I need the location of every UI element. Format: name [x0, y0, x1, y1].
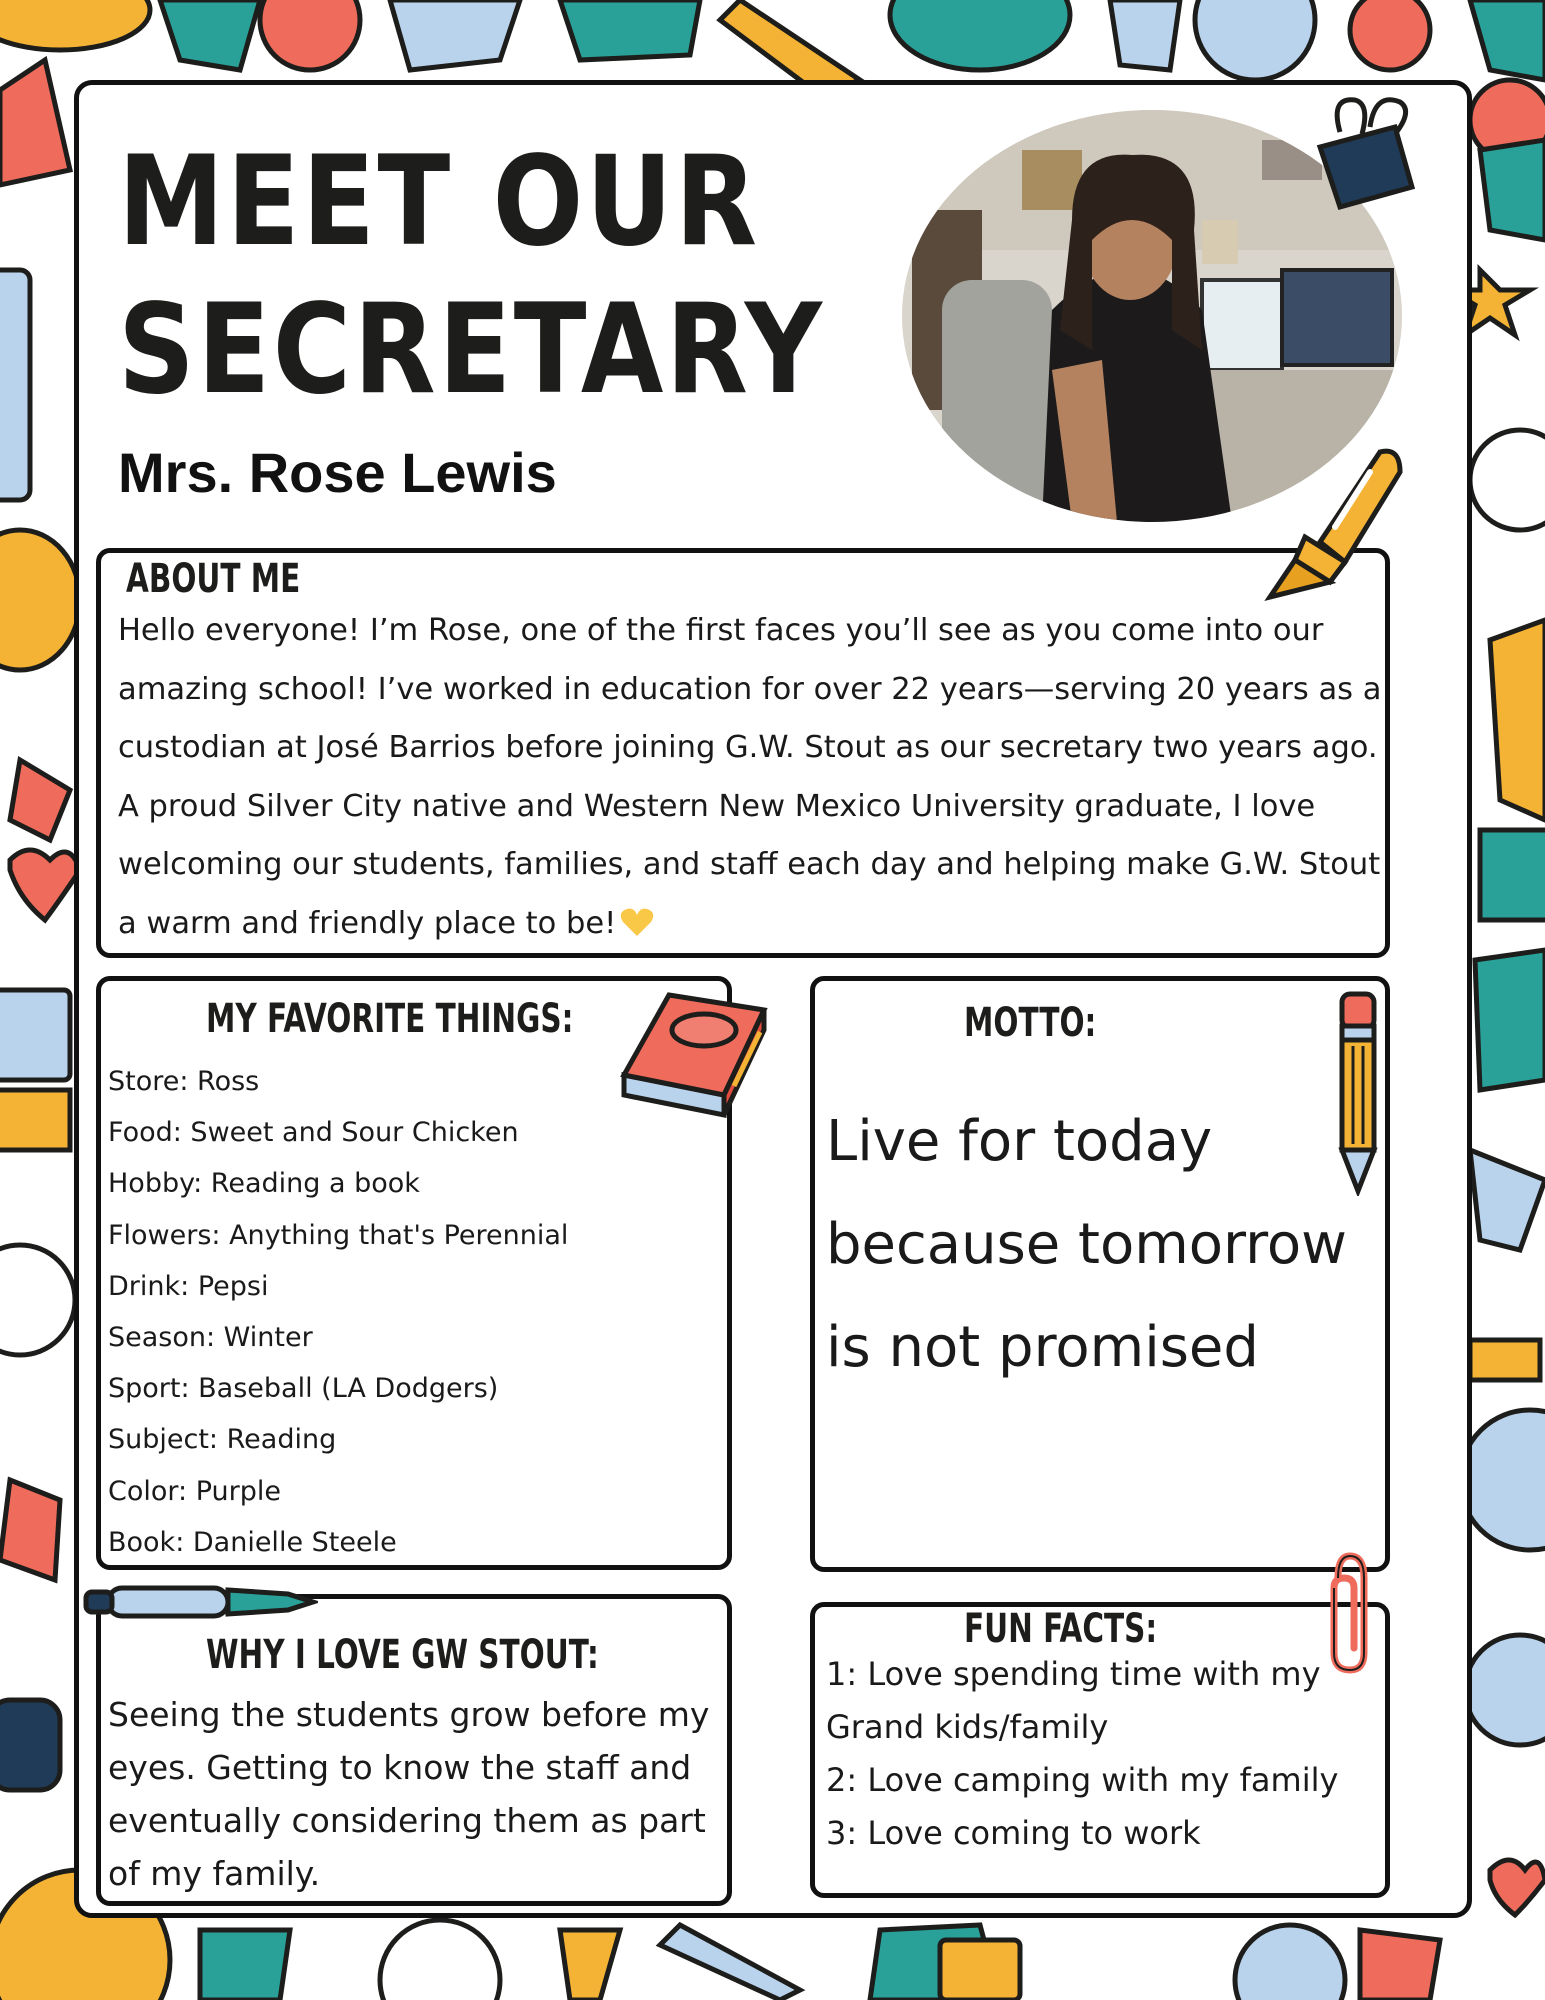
list-item: Sport: Baseball (LA Dodgers)	[108, 1373, 499, 1405]
about-me-heading: ABOUT ME	[126, 556, 301, 602]
list-item: Store: Ross	[108, 1066, 260, 1097]
page-title: MEET OUR SECRETARY	[118, 130, 825, 422]
list-item: Book: Danielle Steele	[108, 1526, 397, 1558]
list-item: 3: Love coming to work	[826, 1814, 1201, 1852]
fun-facts-heading: FUN FACTS:	[964, 1606, 1158, 1652]
list-item: Drink: Pepsi	[108, 1270, 269, 1302]
list-item: 2: Love camping with my family	[826, 1761, 1339, 1799]
paperclip-icon	[1318, 1548, 1378, 1678]
fun-facts-list	[826, 1648, 1386, 1860]
list-item: Grand kids/family	[826, 1708, 1109, 1746]
list-item: Flowers: Anything that's Perennial	[108, 1219, 569, 1251]
pencil-icon	[1330, 986, 1386, 1196]
book-icon	[614, 980, 774, 1120]
list-item: Food: Sweet and Sour Chicken	[108, 1117, 519, 1149]
list-item: Hobby: Reading a book	[108, 1168, 420, 1200]
pen-icon	[78, 1578, 318, 1628]
motto-heading: MOTTO:	[964, 1000, 1097, 1046]
highlighter-icon	[1250, 432, 1410, 602]
favorite-things-heading: MY FAVORITE THINGS:	[206, 996, 574, 1042]
about-me-text: Hello everyone! I’m Rose, one of the first faces you’ll see as you come into our amazing school! I’ve worked in education for over 22 years—serving 20 years as a custodian at José Barrios before joining G.W. Stout as our secretary two years ago. A proud Silver City native and Western New Mexico University graduate, I love welcoming our students, families, and staff each day and helping make G.W. Stout a warm and friendly place to be!	[118, 613, 1382, 941]
why-i-love-heading: WHY I LOVE GW STOUT:	[206, 1632, 599, 1678]
why-i-love-text: Seeing the students grow before my eyes. Getting to know the staff and eventually considering them as part of my family.	[108, 1695, 710, 1893]
motto-text: Live for today because tomorrow is not promised	[826, 1109, 1347, 1380]
list-item: 1: Love spending time with my	[826, 1655, 1321, 1693]
favorite-things-list	[108, 1056, 568, 1568]
secretary-name: Mrs. Rose Lewis	[118, 441, 557, 504]
list-item: Color: Purple	[108, 1475, 281, 1507]
list-item: Season: Winter	[108, 1322, 313, 1354]
list-item: Subject: Reading	[108, 1424, 337, 1456]
binder-clip-icon	[1300, 92, 1430, 212]
heart-emoji-icon	[620, 907, 654, 937]
